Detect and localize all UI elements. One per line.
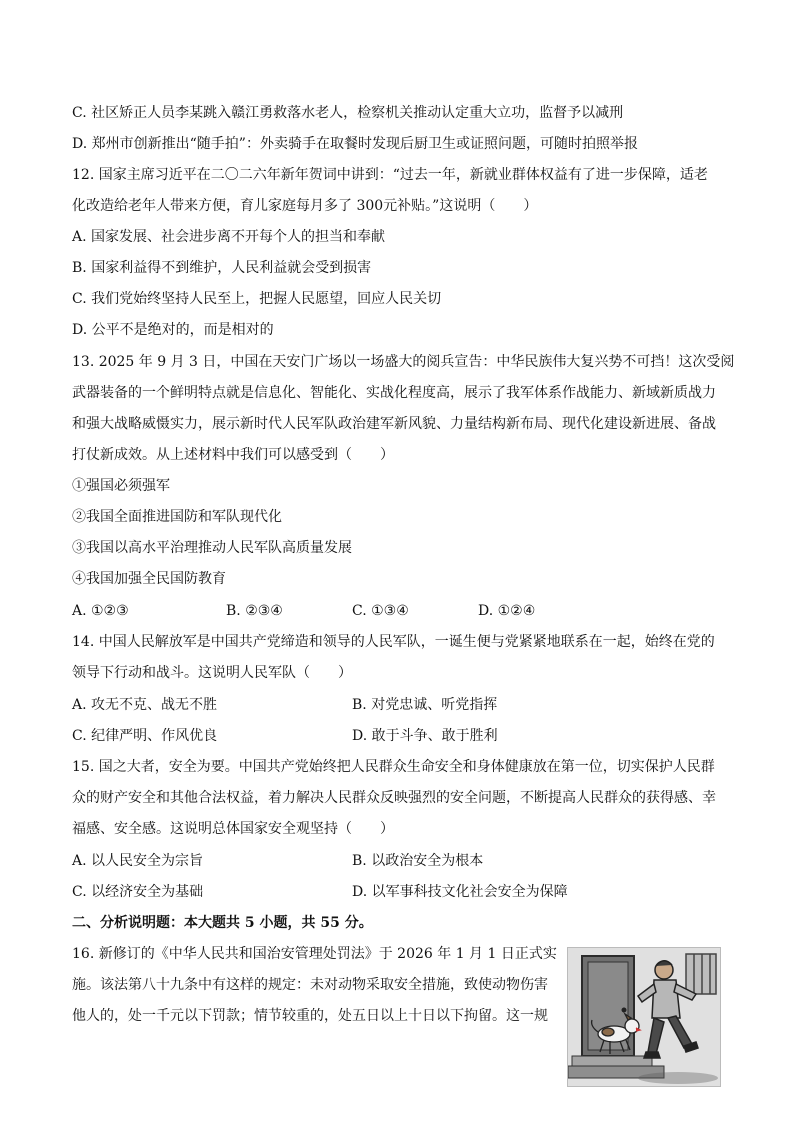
- q14-stem-line2: 领导下行动和战斗。这说明人民军队（ ）: [72, 665, 352, 681]
- q13-item-4: ④我国加强全民国防教育: [72, 571, 226, 587]
- q16-stem-line3: 他人的，处一千元以下罚款；情节较重的，处五日以上十日以下拘留。这一规: [72, 1008, 548, 1024]
- q13-item-3: ③我国以高水平治理推动人民军队高质量发展: [72, 540, 352, 556]
- dog-man-drawing: [568, 948, 720, 1086]
- q16-stem-line1: 16. 新修订的《中华人民共和国治安管理处罚法》于 2026 年 1 月 1 日正式实: [72, 946, 557, 962]
- q14-option-d: D. 敢于斗争、敢于胜利: [352, 728, 498, 744]
- q16-stem-line2: 施。该法第八十九条中有这样的规定：未对动物采取安全措施，致使动物伤害: [72, 977, 548, 993]
- q12-option-d: D. 公平不是绝对的，而是相对的: [72, 322, 274, 338]
- dog-attack-illustration: [567, 947, 721, 1087]
- q14-option-a: A. 攻无不克、战无不胜: [72, 697, 218, 713]
- q14-option-b: B. 对党忠诚、听党指挥: [352, 697, 498, 713]
- q15-stem-line2: 众的财产安全和其他合法权益，着力解决人民群众反映强烈的安全问题，不断提高人民群众的获得感、幸: [72, 790, 716, 806]
- section-heading: [72, 914, 373, 932]
- q11-option-d: D. 郑州市创新推出“随手拍”：外卖骑手在取餐时发现后厨卫生或证照问题，可随时拍照举报: [72, 136, 638, 152]
- q13-item-1: ①强国必须强军: [72, 478, 170, 494]
- q14-stem-line1: 14. 中国人民解放军是中国共产党缔造和领导的人民军队，一诞生便与党紧紧地联系在一起，始终在党的: [72, 634, 715, 650]
- q13-option-c: C. ①③④: [352, 603, 409, 619]
- q12-stem-line1: 12. 国家主席习近平在二〇二六年新年贺词中讲到：“过去一年，新就业群体权益有了进一步保障，适老: [72, 167, 708, 183]
- q13-option-a: A. ①②③: [72, 603, 129, 619]
- q12-stem-line2: 化改造给老年人带来方便，育儿家庭每月多了 300元补贴。”这说明（ ）: [72, 198, 538, 214]
- section-heading-detail: 本大题共 5 小题，共 55 分。: [184, 915, 373, 931]
- q14-option-c: C. 纪律严明、作风优良: [72, 728, 218, 744]
- q12-option-a: A. 国家发展、社会进步离不开每个人的担当和奉献: [72, 229, 386, 245]
- q15-option-d: D. 以军事科技文化社会安全为保障: [352, 884, 568, 900]
- q13-option-b: B. ②③④: [226, 603, 283, 619]
- q11-option-c: C. 社区矫正人员李某跳入赣江勇救落水老人，检察机关推动认定重大立功，监督予以减刑: [72, 105, 624, 121]
- q13-stem-line1: 13. 2025 年 9 月 3 日，中国在天安门广场以一场盛大的阅兵宣告：中华民族伟大复兴势不可挡！这次受阅: [72, 354, 735, 370]
- q15-option-a: A. 以人民安全为宗旨: [72, 853, 204, 869]
- q15-stem-line3: 福感、安全感。这说明总体国家安全观坚持（ ）: [72, 821, 394, 837]
- q15-option-c: C. 以经济安全为基础: [72, 884, 204, 900]
- q13-stem-line4: 打仗新成效。从上述材料中我们可以感受到（ ）: [72, 447, 394, 463]
- q12-option-c: C. 我们党始终坚持人民至上，把握人民愿望，回应人民关切: [72, 291, 442, 307]
- q13-stem-line2: 武器装备的一个鲜明特点就是信息化、智能化、实战化程度高，展示了我军体系作战能力、新域新质战力: [72, 385, 716, 401]
- q15-option-b: B. 以政治安全为根本: [352, 853, 484, 869]
- q12-option-b: B. 国家利益得不到维护，人民利益就会受到损害: [72, 260, 372, 276]
- q15-stem-line1: 15. 国之大者，安全为要。中国共产党始终把人民群众生命安全和身体健康放在第一位，切实保护人民群: [72, 759, 715, 775]
- q13-item-2: ②我国全面推进国防和军队现代化: [72, 509, 282, 525]
- q13-stem-line3: 和强大战略威慑实力，展示新时代人民军队政治建军新风貌、力量结构新布局、现代化建设新进展、备战: [72, 416, 716, 432]
- section-heading-title: 二、分析说明题：: [72, 915, 184, 931]
- q13-option-d: D. ①②④: [478, 603, 536, 619]
